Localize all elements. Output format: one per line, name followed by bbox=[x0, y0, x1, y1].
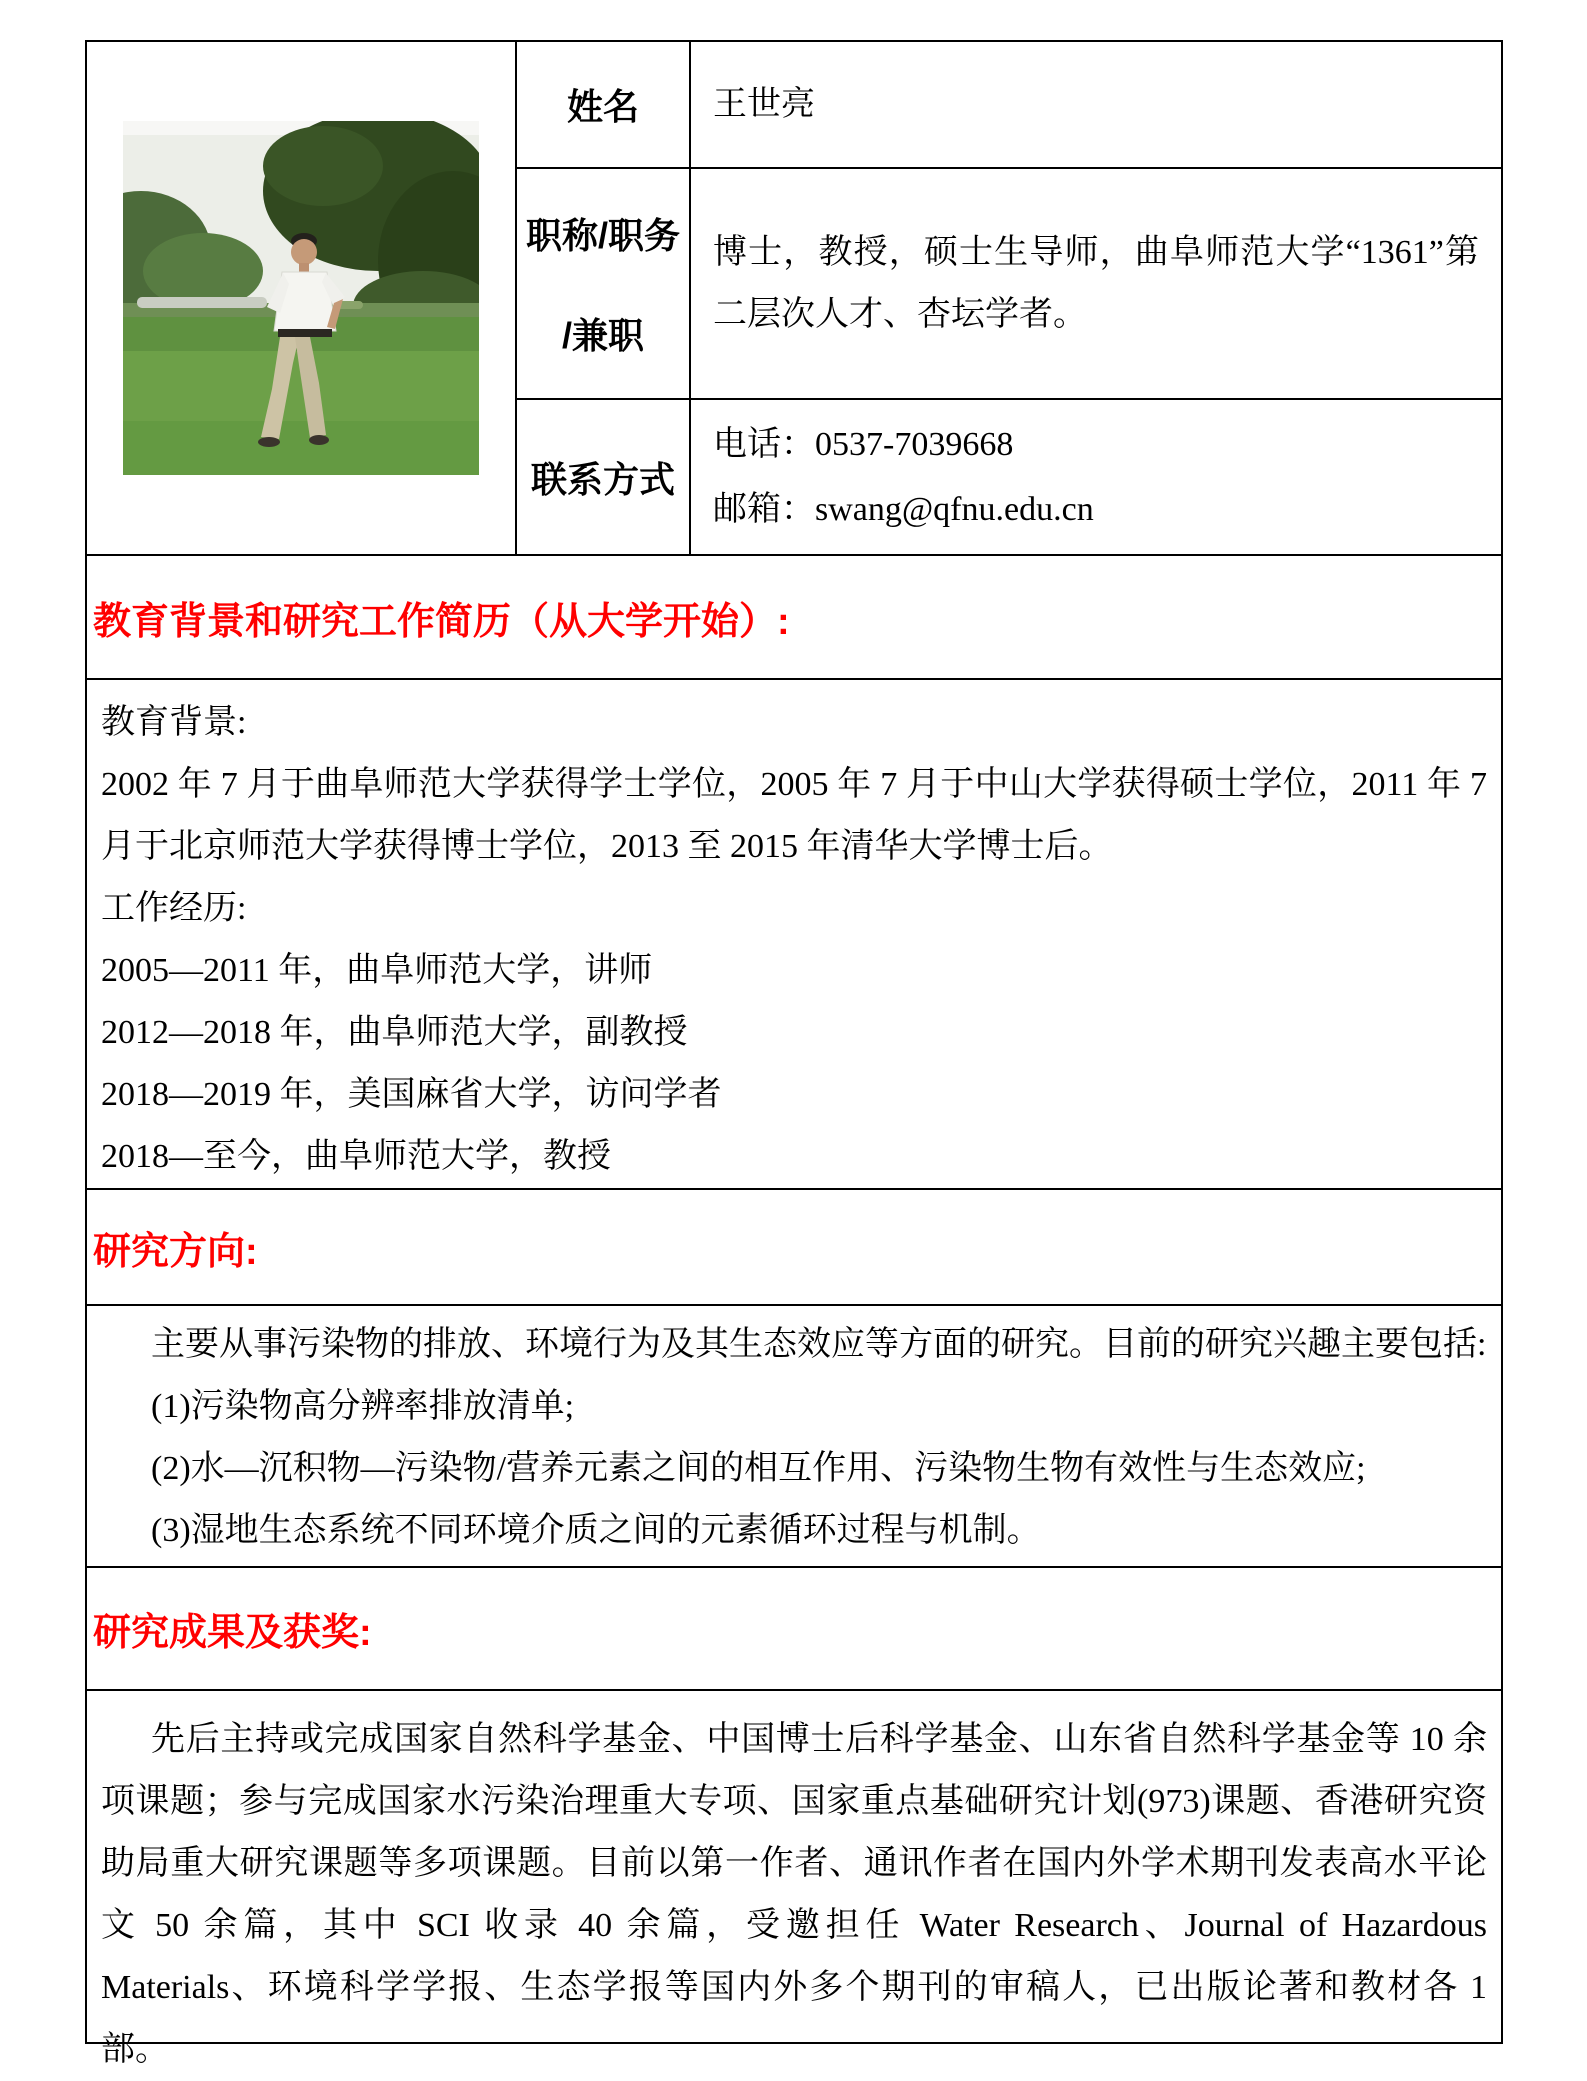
contact-label bbox=[515, 398, 689, 554]
section-body-achievements bbox=[85, 1691, 1503, 2068]
title-label-line1: 职称/职务 bbox=[525, 214, 680, 256]
education-paragraph: 2002 年 7 月于曲阜师范大学获得学士学位，2005 年 7 月于中山大学获得硕士学位，2011 年 7 月于北京师范大学获得博士学位，2013 至 2015 年清华大学博士后。 bbox=[101, 766, 1487, 865]
work-item: 2018—至今，曲阜师范大学，教授 bbox=[101, 1138, 611, 1175]
education-heading-text: 教育背景和研究工作简历（从大学开始）: bbox=[93, 600, 790, 643]
title-value bbox=[689, 167, 1501, 398]
contact-label-text: 联系方式 bbox=[530, 458, 675, 500]
profile-table bbox=[85, 40, 1503, 556]
contact-value bbox=[689, 398, 1501, 554]
work-subheading: 工作经历: bbox=[101, 890, 247, 927]
title-label-line2: /兼职 bbox=[561, 315, 644, 357]
research-item: (3)湿地生态系统不同环境介质之间的元素循环过程与机制。 bbox=[151, 1512, 1041, 1549]
title-label bbox=[515, 167, 689, 398]
title-value-text: 博士，教授，硕士生导师，曲阜师范大学“1361”第二层次人才、杏坛学者。 bbox=[713, 233, 1479, 333]
research-item: (2)水—沉积物—污染物/营养元素之间的相互作用、污染物生物有效性与生态效应; bbox=[151, 1450, 1366, 1487]
education-subheading: 教育背景: bbox=[101, 704, 247, 741]
name-value-text: 王世亮 bbox=[713, 85, 815, 123]
name-label bbox=[515, 42, 689, 167]
name-label-text: 姓名 bbox=[566, 86, 639, 127]
section-heading-research bbox=[85, 1190, 1503, 1306]
section-body-education bbox=[85, 680, 1503, 1190]
section-heading-education bbox=[85, 556, 1503, 680]
profile-document bbox=[85, 40, 1503, 2068]
contact-email: 邮箱：swang@qfnu.edu.cn bbox=[713, 491, 1094, 528]
name-value bbox=[689, 42, 1501, 167]
section-heading-achievements bbox=[85, 1568, 1503, 1691]
research-heading-text: 研究方向: bbox=[93, 1230, 258, 1273]
research-item: (1)污染物高分辨率排放清单; bbox=[151, 1388, 575, 1425]
achievements-paragraph: 先后主持或完成国家自然科学基金、中国博士后科学基金、山东省自然科学基金等 10 余项课题；参与完成国家水污染治理重大专项、国家重点基础研究计划(973)课题、香港研究资助局重大研究课题等多项课题。目前以第一作者、通讯作者在国内外学术期刊发表高水平论文 50 余篇，其中 SCI 收录 40 余篇，受邀担任 Water Research、Journal of Hazardous Materials、环境科学学报、生态学报等国内外多个期刊的审稿人，已出版论著和教材各 1 部。 bbox=[101, 1721, 1487, 2068]
work-item: 2012—2018 年，曲阜师范大学，副教授 bbox=[101, 1014, 688, 1051]
profile-photo bbox=[123, 121, 479, 475]
achievements-heading-text: 研究成果及获奖: bbox=[93, 1612, 372, 1654]
research-intro: 主要从事污染物的排放、环境行为及其生态效应等方面的研究。目前的研究兴趣主要包括: bbox=[151, 1326, 1487, 1363]
contact-phone: 电话：0537-7039668 bbox=[713, 426, 1014, 463]
section-body-research bbox=[85, 1306, 1503, 1568]
work-item: 2018—2019 年，美国麻省大学，访问学者 bbox=[101, 1076, 722, 1113]
profile-photo-cell bbox=[87, 42, 515, 554]
work-item: 2005—2011 年，曲阜师范大学，讲师 bbox=[101, 952, 653, 989]
